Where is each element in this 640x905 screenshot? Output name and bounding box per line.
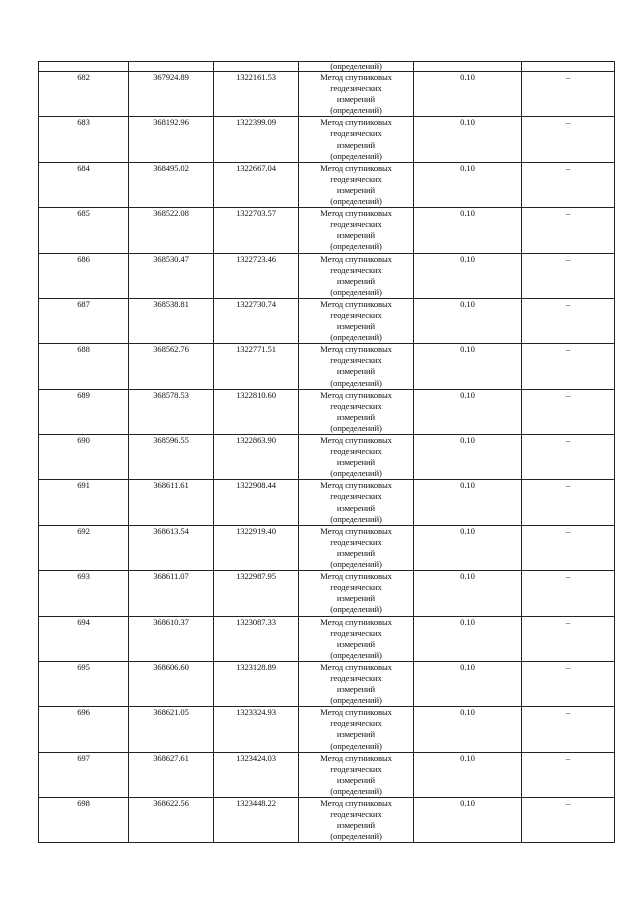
method-line: Метод спутниковых: [320, 162, 392, 173]
cell-accuracy: 0.10: [414, 389, 522, 434]
method-line: измерений: [336, 684, 376, 695]
cell-point-number: 694: [39, 616, 129, 661]
cell-extra: [522, 62, 615, 72]
cell-method: [299, 798, 414, 843]
cell-point-number: 693: [39, 571, 129, 616]
table-row: [39, 208, 615, 253]
cell-x: 368530.47: [129, 253, 214, 298]
cell-x: 368627.61: [129, 752, 214, 797]
cell-y: 1322730.74: [214, 298, 299, 343]
continued-row: [39, 62, 615, 72]
cell-accuracy: 0.10: [414, 344, 522, 389]
method-line: (определений): [330, 105, 382, 116]
cell-x: 368522.08: [129, 208, 214, 253]
cell-point-number: 689: [39, 389, 129, 434]
table-row: [39, 344, 615, 389]
cell-accuracy: 0.10: [414, 752, 522, 797]
method-line: Метод спутниковых: [320, 616, 392, 627]
cell-method: [299, 253, 414, 298]
cell-method: [299, 435, 414, 480]
method-line: Метод спутниковых: [320, 480, 392, 491]
method-line: Метод спутниковых: [320, 661, 392, 672]
cell-y: 1322863.90: [214, 435, 299, 480]
cell-point-number: 682: [39, 72, 129, 117]
cell-point-number: 696: [39, 707, 129, 752]
method-line: Метод спутниковых: [320, 298, 392, 309]
cell-extra: –: [522, 389, 615, 434]
cell-method: [299, 389, 414, 434]
cell-accuracy: 0.10: [414, 253, 522, 298]
cell-point-number: 688: [39, 344, 129, 389]
cell-method: [299, 525, 414, 570]
cell-accuracy: 0.10: [414, 707, 522, 752]
table-row: [39, 298, 615, 343]
cell-extra: –: [522, 480, 615, 525]
cell-accuracy: 0.10: [414, 616, 522, 661]
cell-accuracy: 0.10: [414, 798, 522, 843]
cell-y: 1322667.04: [214, 162, 299, 207]
cell-point-number: 684: [39, 162, 129, 207]
cell-y: 1322987.95: [214, 571, 299, 616]
cell-y: 1323424.03: [214, 752, 299, 797]
cell-x: 368562.76: [129, 344, 214, 389]
cell-method: [299, 117, 414, 162]
cell-x: 367924.89: [129, 72, 214, 117]
cell-extra: –: [522, 571, 615, 616]
cell-x: 368611.07: [129, 571, 214, 616]
cell-accuracy: 0.10: [414, 162, 522, 207]
cell-y: 1322908.44: [214, 480, 299, 525]
cell-x: 368606.60: [129, 661, 214, 706]
cell-point-number: 695: [39, 661, 129, 706]
cell-extra: –: [522, 752, 615, 797]
method-line: Метод спутниковых: [320, 571, 392, 582]
cell-method: [299, 298, 414, 343]
cell-y: 1322919.40: [214, 525, 299, 570]
cell-extra: –: [522, 525, 615, 570]
method-line: геодезических: [330, 672, 382, 683]
cell-extra: –: [522, 661, 615, 706]
cell-method: [299, 162, 414, 207]
cell-accuracy: 0.10: [414, 435, 522, 480]
cell-y: 1322723.46: [214, 253, 299, 298]
cell-accuracy: 0.10: [414, 571, 522, 616]
method-line: измерений: [336, 457, 376, 468]
cell-point-number: 692: [39, 525, 129, 570]
cell-method: [299, 571, 414, 616]
cell-y: [214, 62, 299, 72]
cell-method: [299, 661, 414, 706]
method-line: измерений: [336, 184, 376, 195]
method-line: Метод спутниковых: [320, 707, 392, 718]
cell-point-number: 687: [39, 298, 129, 343]
table-row: [39, 571, 615, 616]
cell-point-number: [39, 62, 129, 72]
method-line: Метод спутниковых: [320, 525, 392, 536]
method-line: геодезических: [330, 264, 382, 275]
method-line: геодезических: [330, 173, 382, 184]
cell-x: 368610.37: [129, 616, 214, 661]
method-line: (определений): [330, 695, 382, 706]
method-line: геодезических: [330, 355, 382, 366]
cell-extra: –: [522, 162, 615, 207]
cell-x: 368613.54: [129, 525, 214, 570]
cell-x: 368578.53: [129, 389, 214, 434]
cell-y: 1323324.93: [214, 707, 299, 752]
cell-accuracy: 0.10: [414, 661, 522, 706]
cell-x: [129, 62, 214, 72]
cell-method: [299, 707, 414, 752]
cell-method: [299, 208, 414, 253]
table-body: [39, 62, 615, 843]
cell-x: 368622.56: [129, 798, 214, 843]
method-line: геодезических: [330, 83, 382, 94]
cell-extra: –: [522, 72, 615, 117]
cell-accuracy: 0.10: [414, 117, 522, 162]
cell-accuracy: 0.10: [414, 208, 522, 253]
cell-y: 1323087.33: [214, 616, 299, 661]
table-row: [39, 525, 615, 570]
cell-point-number: 690: [39, 435, 129, 480]
table-row: [39, 162, 615, 207]
method-line: (определений): [330, 377, 382, 388]
cell-accuracy: 0.10: [414, 298, 522, 343]
method-line: геодезических: [330, 400, 382, 411]
table-row: [39, 661, 615, 706]
coordinates-table: [38, 61, 615, 843]
cell-extra: –: [522, 798, 615, 843]
table-row: [39, 616, 615, 661]
cell-method: [299, 344, 414, 389]
cell-extra: –: [522, 117, 615, 162]
table-row: [39, 480, 615, 525]
method-line: (определений): [330, 513, 382, 524]
cell-y: 1322703.57: [214, 208, 299, 253]
cell-x: 368192.96: [129, 117, 214, 162]
method-line: геодезических: [330, 627, 382, 638]
cell-accuracy: [414, 62, 522, 72]
method-line: Метод спутниковых: [320, 389, 392, 400]
cell-x: 368611.61: [129, 480, 214, 525]
cell-method: (определений): [299, 62, 414, 72]
cell-x: 368495.02: [129, 162, 214, 207]
cell-method: [299, 752, 414, 797]
method-line: (определений): [330, 196, 382, 207]
method-line: измерений: [336, 230, 376, 241]
method-line: Метод спутниковых: [320, 253, 392, 264]
method-line: (определений): [330, 468, 382, 479]
table-row: [39, 72, 615, 117]
cell-y: 1323128.89: [214, 661, 299, 706]
method-line: геодезических: [330, 809, 382, 820]
method-line: геодезических: [330, 536, 382, 547]
method-line: измерений: [336, 139, 376, 150]
cell-point-number: 686: [39, 253, 129, 298]
method-line: Метод спутниковых: [320, 798, 392, 808]
method-line: (определений): [330, 604, 382, 615]
method-line: геодезических: [330, 763, 382, 774]
cell-extra: –: [522, 344, 615, 389]
method-line: измерений: [336, 547, 376, 558]
method-line: геодезических: [330, 718, 382, 729]
method-line: Метод спутниковых: [320, 72, 392, 82]
cell-point-number: 685: [39, 208, 129, 253]
method-line: (определений): [330, 332, 382, 343]
method-line: измерений: [336, 321, 376, 332]
cell-y: 1323448.22: [214, 798, 299, 843]
cell-extra: –: [522, 707, 615, 752]
method-line: (определений): [330, 150, 382, 161]
method-line: Метод спутниковых: [320, 208, 392, 219]
cell-method: [299, 480, 414, 525]
cell-method: [299, 616, 414, 661]
table-row: [39, 389, 615, 434]
method-line: Метод спутниковых: [320, 344, 392, 355]
method-line: измерений: [336, 820, 376, 831]
cell-y: 1322399.09: [214, 117, 299, 162]
method-line: Метод спутниковых: [320, 752, 392, 763]
method-line: (определений): [330, 649, 382, 660]
cell-accuracy: 0.10: [414, 72, 522, 117]
method-line: (определений): [330, 286, 382, 297]
cell-point-number: 698: [39, 798, 129, 843]
cell-accuracy: 0.10: [414, 525, 522, 570]
cell-y: 1322161.53: [214, 72, 299, 117]
method-line: (определений): [330, 422, 382, 433]
table-row: [39, 435, 615, 480]
cell-extra: –: [522, 253, 615, 298]
cell-x: 368538.81: [129, 298, 214, 343]
table-row: [39, 117, 615, 162]
method-line: измерений: [336, 275, 376, 286]
method-line: измерений: [336, 729, 376, 740]
method-line: измерений: [336, 411, 376, 422]
cell-extra: –: [522, 298, 615, 343]
method-line: геодезических: [330, 219, 382, 230]
method-line: измерений: [336, 593, 376, 604]
method-line: Метод спутниковых: [320, 435, 392, 445]
method-line: Метод спутниковых: [320, 117, 392, 128]
method-line: геодезических: [330, 446, 382, 457]
table-row: [39, 752, 615, 797]
cell-point-number: 697: [39, 752, 129, 797]
table-row: [39, 798, 615, 843]
table-row: [39, 253, 615, 298]
method-line: геодезических: [330, 309, 382, 320]
method-line: (определений): [330, 831, 382, 842]
method-line: (определений): [330, 785, 382, 796]
method-line: (определений): [330, 241, 382, 252]
method-line: измерений: [336, 774, 376, 785]
cell-x: 368596.55: [129, 435, 214, 480]
method-line: измерений: [336, 366, 376, 377]
cell-y: 1322810.60: [214, 389, 299, 434]
cell-method: [299, 72, 414, 117]
cell-x: 368621.05: [129, 707, 214, 752]
method-line: (определений): [330, 740, 382, 751]
method-line: геодезических: [330, 582, 382, 593]
cell-accuracy: 0.10: [414, 480, 522, 525]
cell-extra: –: [522, 435, 615, 480]
method-line: измерений: [336, 638, 376, 649]
method-line: измерений: [336, 502, 376, 513]
method-line: геодезических: [330, 128, 382, 139]
method-line: геодезических: [330, 491, 382, 502]
cell-point-number: 691: [39, 480, 129, 525]
cell-y: 1322771.51: [214, 344, 299, 389]
cell-point-number: 683: [39, 117, 129, 162]
method-line: (определений): [330, 559, 382, 570]
cell-extra: –: [522, 208, 615, 253]
table-row: [39, 707, 615, 752]
cell-extra: –: [522, 616, 615, 661]
method-line: измерений: [336, 94, 376, 105]
